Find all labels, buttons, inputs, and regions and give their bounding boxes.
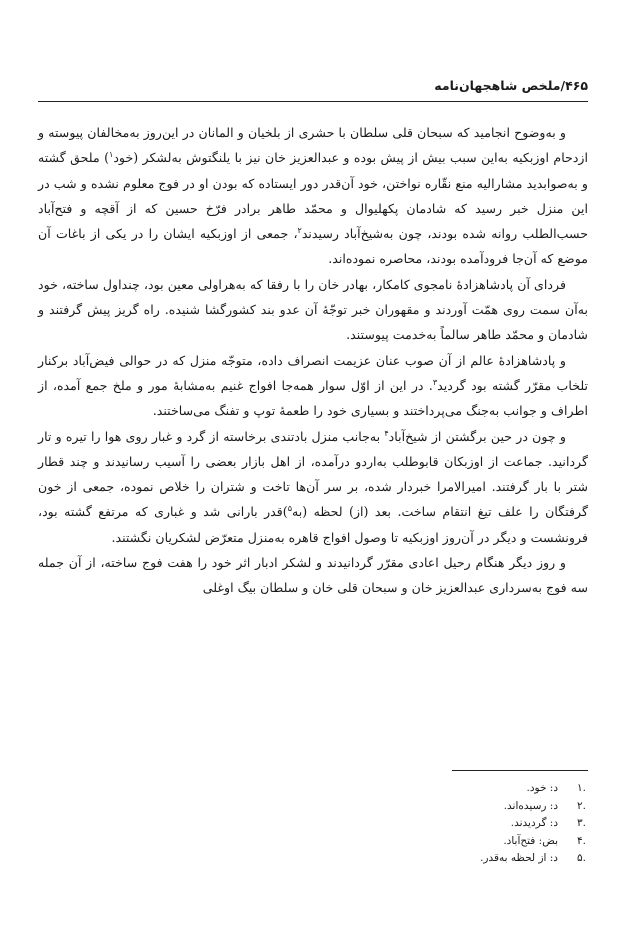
paragraph — [38, 348, 588, 424]
footnote-number: ۱. — [577, 782, 586, 794]
footnote-number: ۴. — [577, 834, 586, 847]
footnote-text: د: از لحظه به‌قدر. — [480, 852, 558, 865]
paragraph-text: فردای آن پادشاهزادهٔ نامجوی کامکار، بهادر خان را با رفقا که به‌هراولی معین بود، چنداول ساخته، خود به‌آن سمت روی همّت آوردند و مقهوران خبر توجّهٔ آن عدو بند کشورگشا شنیده. راه گریز پیش گرفتند و شادمان و محمّد طاهر سالماً به‌خدمت پیوستند. — [38, 276, 588, 343]
footnote — [38, 798, 588, 816]
paragraph-text: ) ملحق گشته و به‌صوابدید مشارالیه منع نقّاره نواختن، خود آن‌قدر دور ایستاده که بودن او در فوج معلوم نشده و شب در این منزل خبر رسید که شادمان پکهلیوال و محمّد طاهر برادر فرّخ حسین که از آقچه و فتح‌آباد حسب‌الطلب روانه شده بودند، چون به‌شیخ‌آباد رسیدند — [38, 150, 588, 242]
footnote-rule — [452, 770, 588, 771]
paragraph-text: . در این از اوّل سوار همه‌جا افواج غنیم به‌مشابهٔ مور و ملخ جمع آمده، از اطراف و جوانب به‌جنگ می‌پرداختند و بسیاری خود را طعمهٔ توپ و تفنگ می‌ساختند. — [38, 377, 588, 419]
paragraph-text: و پادشاهزادهٔ عالم از آن صوب عنان عزیمت انصراف داده، متوجّه منزل که در حوالی فیض‌آباد برکنار تلخاب مقرّر گشته بود گردید — [38, 352, 588, 393]
footnote-text: بض: فتح‌آباد. — [503, 834, 558, 847]
footnote-marker: ۳ — [432, 377, 438, 387]
footnote-number: ۵. — [577, 852, 586, 865]
footnote-marker: ۲ — [297, 226, 302, 235]
footnote-marker: ۱ — [109, 150, 114, 160]
footnote-number: ۳. — [577, 817, 586, 830]
footnote — [38, 850, 588, 868]
footnote-text: د: رسیده‌اند. — [503, 799, 558, 812]
running-head: ۴۶۵/ملخص شاهجهان‌نامه — [434, 78, 588, 93]
footnote-marker: ۵ — [287, 504, 293, 514]
footnote-text: د: گردیدند. — [510, 817, 558, 830]
paragraph-text: )قدر بارانی شد و غباری که مرتفع گشته بود، فرونشست و دیگر در آن‌روز اوزبکیه تا وصول افواج قاهره به‌منزل متعرّض لشکریان نگشتند. — [38, 504, 588, 545]
footnote-list — [38, 780, 588, 868]
paragraph-text: و روز دیگر هنگام رحیل اعادی مقرّر گردانیدند و لشکر ادبار اثر خود را هفت فوج ساخته، از آن جمله سه فوج به‌سرداری عبدالعزیز خان و سبحان قلی خان و سلطان بیگ اوغلی — [38, 555, 588, 596]
paragraph — [38, 272, 588, 348]
footnote-text: د: خود. — [526, 782, 558, 794]
header-rule — [38, 101, 588, 102]
paragraph — [38, 550, 588, 601]
paragraph-text: و به‌وضوح انجامید که سبحان قلی سلطان با حشری از بلخیان و المانان در این‌روز به‌مخالفان پیوسته و ازدحام اوزبکیه به‌این سبب بیش از پیش بوده و عبدالعزیز خان نیز با یلنگتوش به‌لشکر (خود — [38, 125, 589, 166]
paragraph — [38, 120, 588, 272]
footnote — [38, 780, 588, 798]
footnote — [38, 815, 588, 833]
footnote-number: ۲. — [577, 799, 586, 812]
paragraph-text: و چون در حین برگشتن از شیخ‌آباد — [388, 428, 566, 444]
book-page — [38, 0, 588, 946]
paragraph-text: ، جمعی از اوزبکیه ایشان را در یکی از باغات آن موضع که آن‌جا فرودآمده بودند، محاصره نموده‌اند. — [38, 226, 588, 267]
paragraph — [38, 424, 588, 550]
footnote-marker: ۴ — [384, 428, 389, 438]
paragraph-text: به‌جانب منزل بادتندی برخاسته از گرد و غبار روی هوا را تیره و تار گردانید. جماعت از اوزبکان قابوطلب به‌اردو درآمده، از اهل بازار بعضی را آسیب رسانیدند و چند قطار شتر با بار گرفتند. امیرالامرا خبردار شده، بر سر آن‌ها تاخت و شتران را خلاص نموده، جمعی از خون گرفتگان را علف تیغ انتقام ساخت. بعد (از) لحظه (به — [38, 428, 588, 520]
footnote — [38, 833, 588, 851]
body-text — [38, 120, 588, 601]
